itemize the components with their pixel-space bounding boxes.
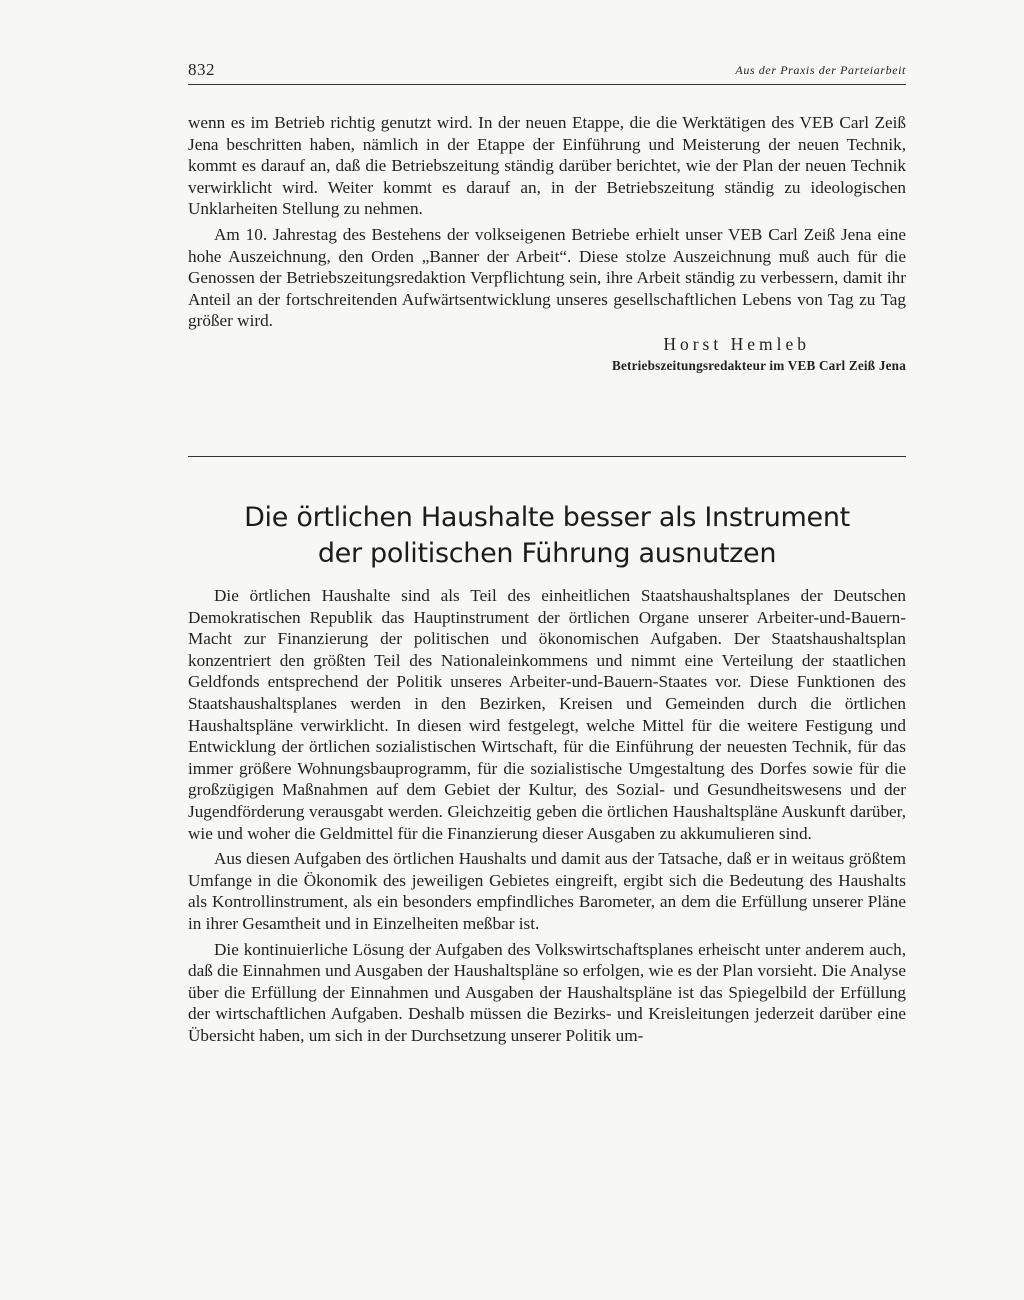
- article-divider: [188, 456, 906, 457]
- article-title-line: der politischen Führung ausnutzen: [317, 538, 777, 569]
- running-head: Aus der Praxis der Parteiarbeit: [735, 63, 906, 77]
- author-title: Betriebszeitungsredakteur im VEB Carl Zeiß Jena: [611, 357, 906, 373]
- author-name: Horst Hemleb: [663, 333, 810, 354]
- page-header: [188, 60, 906, 85]
- article-paragraph: Die örtlichen Haushalte sind als Teil des einheitlichen Staatshaushaltsplanes der Deutschen Demokratischen Republik das Hauptinstrument der örtlichen Organe unserer Arbeiter-und-Bauern-Macht zur Finanzierung der politischen und ökonomischen Aufgaben. Der Staatshaushaltsplan konzentriert den größten Teil des Nationaleinkommens und nimmt eine Verteilung der staatlichen Geldfonds entsprechend der Politik unseres Arbeiter-und-Bauern-Staates vor. Diese Funktionen des Staatshaushaltsplanes werden in den Bezirken, Kreisen und Gemeinden durch die örtlichen Haushaltspläne verwirklicht. In diesen wird festgelegt, welche Mittel für die weitere Festigung und Entwicklung der örtlichen sozialistischen Wirtschaft, für die Einführung der neuesten Technik, für das immer größere Wohnungsbauprogramm, für die sozialistische Umgestaltung des Dorfes sowie für die großzügigen Maßnahmen auf dem Gebiet der Kultur, des Sozial- und Gesundheitswesens und der Jugendförderung verausgabt werden. Gleichzeitig geben die örtlichen Haushaltspläne Auskunft darüber, wie und woher die Geldmittel für die Finanzierung dieser Ausgaben zu akkumulieren sind.: [188, 586, 906, 843]
- page-number: 832: [188, 60, 215, 79]
- previous-article: [188, 112, 906, 374]
- article-paragraph: Die kontinuierliche Lösung der Aufgaben des Volkswirtschaftsplanes erheischt unter anderem auch, daß die Einnahmen und Ausgaben der Haushaltspläne so erfolgen, wie es der Plan vorsieht. Die Analyse über die Erfüllung der Einnahmen und Ausgaben der Haushaltspläne ist das Spiegelbild der Erfüllung der wirtschaftlichen Aufgaben. Deshalb müssen die Bezirks- und Kreisleitungen jederzeit darüber eine Übersicht haben, um sich in der Durchsetzung unserer Politik um-: [188, 939, 906, 1045]
- article-title-line: Die örtlichen Haushalte besser als Instrument: [244, 502, 850, 533]
- previous-article-paragraph: Am 10. Jahrestag des Bestehens der volkseigenen Betriebe erhielt unser VEB Carl Zeiß Jena eine hohe Auszeichnung, den Orden „Banner der Arbeit“. Diese stolze Auszeichnung muß auch für die Genossen der Betriebszeitungsredaktion Verpflichtung sein, ihre Arbeit ständig zu verbessern, damit ihr Anteil an der fortschreitenden Aufwärtsentwicklung unseres gesellschaftlichen Lebens von Tag zu Tag größer wird.: [188, 224, 906, 331]
- previous-article-paragraph: wenn es im Betrieb richtig genutzt wird. In der neuen Etappe, die die Werktätigen des VEB Carl Zeiß Jena beschritten haben, nämlich in der Etappe der Einführung und Meisterung der neuen Technik, kommt es darauf an, daß die Betriebszeitung ständig darüber berichtet, wie der Plan der neuen Technik verwirklicht wird. Weiter kommt es darauf an, in der Betriebszeitung ständig zu ideologischen Unklarheiten Stellung zu nehmen.: [188, 113, 906, 219]
- article-paragraph: Aus diesen Aufgaben des örtlichen Haushalts und damit aus der Tatsache, daß er in weitaus größtem Umfange in die Ökonomik des jeweiligen Gebietes eingreift, ergibt sich die Bedeutung des Haushalts als Kontrollinstrument, als ein besonders empfindliches Barometer, an dem die Erfüllung unserer Pläne in ihrer Gesamtheit und in Einzelheiten meßbar ist.: [188, 849, 906, 933]
- article-body: [188, 585, 906, 1046]
- article-title: [188, 500, 906, 572]
